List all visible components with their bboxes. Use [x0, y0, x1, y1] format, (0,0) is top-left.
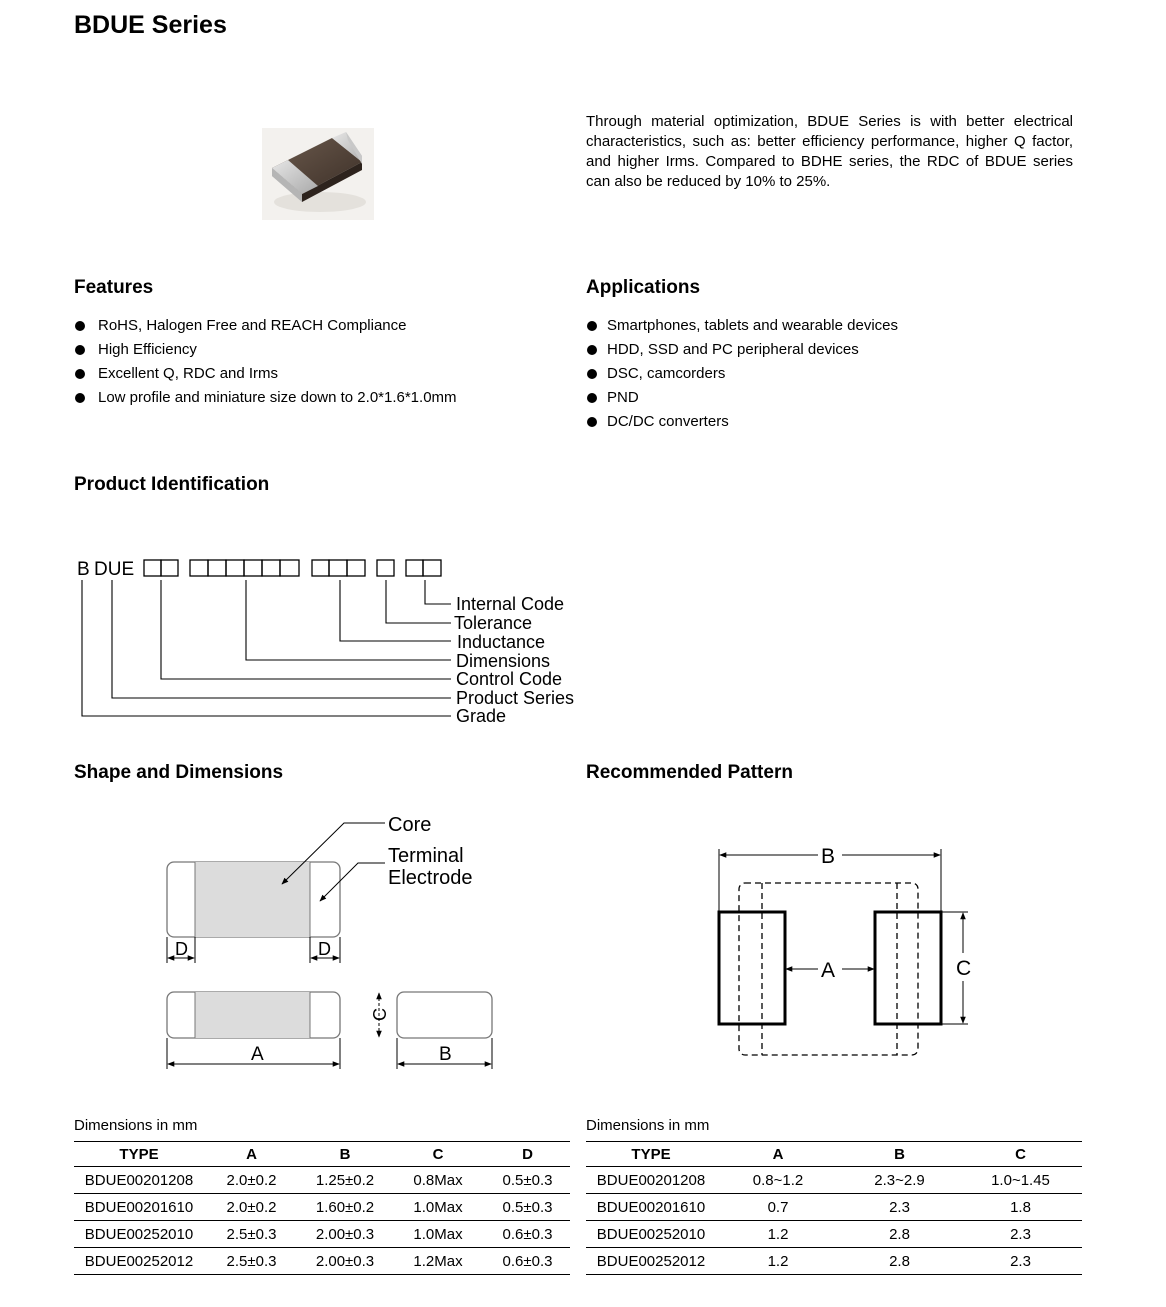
table-cell: 2.8: [840, 1248, 959, 1275]
table-cell: 1.0~1.45: [959, 1167, 1082, 1194]
table-cell: 0.5±0.3: [485, 1167, 570, 1194]
product-code-diagram: [70, 552, 590, 732]
table-cell: 0.5±0.3: [485, 1194, 570, 1221]
table-cell: BDUE00201610: [74, 1194, 204, 1221]
table-cell: BDUE00201208: [586, 1167, 716, 1194]
list-item: RoHS, Halogen Free and REACH Compliance: [74, 314, 457, 338]
table-cell: 1.2Max: [391, 1248, 485, 1275]
chip-top-view: [167, 862, 340, 937]
a-label: A: [251, 1044, 264, 1065]
code-label-tolerance: Tolerance: [454, 613, 533, 633]
column-header: C: [391, 1142, 485, 1167]
table-cell: 1.25±0.2: [299, 1167, 391, 1194]
shape-diagram: [150, 805, 510, 1075]
chip-side-view: [167, 992, 340, 1038]
table-cell: 2.00±0.3: [299, 1221, 391, 1248]
intro-paragraph: Through material optimization, BDUE Series is with better electrical characteristics, such as: better efficiency performance, higher Q factor, and higher Irms. Compared to BDHE series, the RDC of BDUE series can also be reduced by 10% to 25%.: [586, 113, 1073, 190]
table-cell: 2.3: [959, 1221, 1082, 1248]
d-label-left: D: [175, 939, 188, 959]
code-boxes: [144, 560, 441, 576]
code-prefix-b: B: [77, 559, 90, 580]
table-row: [74, 1167, 570, 1194]
table-header-row: [74, 1142, 570, 1167]
product-identification-heading: Product Identification: [74, 474, 270, 495]
code-label-internal-code: Internal Code: [456, 594, 565, 614]
table-cell: 2.5±0.3: [204, 1221, 299, 1248]
code-label-inductance: Inductance: [457, 632, 546, 652]
page-title: BDUE Series: [74, 11, 227, 39]
pattern-a-label: A: [821, 959, 836, 982]
column-header: A: [716, 1142, 840, 1167]
table-header-row: [586, 1142, 1082, 1167]
bullet-icon: [75, 369, 85, 379]
shape-table-caption: Dimensions in mm: [74, 1117, 198, 1134]
table-cell: 1.8: [959, 1194, 1082, 1221]
bullet-icon: [587, 345, 597, 355]
table-cell: 2.8: [840, 1221, 959, 1248]
b-label: B: [439, 1044, 452, 1065]
column-header: D: [485, 1142, 570, 1167]
bullet-icon: [587, 393, 597, 403]
list-item: Excellent Q, RDC and Irms: [74, 362, 457, 386]
table-cell: 2.0±0.2: [204, 1167, 299, 1194]
table-cell: 2.3: [959, 1248, 1082, 1275]
shape-dimensions-heading: Shape and Dimensions: [74, 762, 284, 783]
table-cell: BDUE00252012: [74, 1248, 204, 1275]
table-cell: BDUE00201610: [586, 1194, 716, 1221]
table-cell: BDUE00201208: [74, 1167, 204, 1194]
bullet-icon: [75, 345, 85, 355]
d-label-right: D: [318, 939, 331, 959]
shape-dimensions-table: [74, 1141, 570, 1275]
table-row: [74, 1221, 570, 1248]
pattern-c-label: C: [956, 957, 972, 980]
table-row: [586, 1221, 1082, 1248]
chip-end-view: [397, 992, 492, 1038]
table-cell: 2.3~2.9: [840, 1167, 959, 1194]
pattern-dimensions-table: [586, 1141, 1082, 1275]
table-cell: 0.6±0.3: [485, 1221, 570, 1248]
table-cell: 2.5±0.3: [204, 1248, 299, 1275]
pattern-diagram: [710, 835, 980, 1070]
table-row: [74, 1248, 570, 1275]
table-cell: 1.2: [716, 1221, 840, 1248]
table-row: [586, 1194, 1082, 1221]
list-item: DC/DC converters: [586, 410, 898, 434]
column-header: A: [204, 1142, 299, 1167]
table-row: [586, 1248, 1082, 1275]
applications-heading: Applications: [586, 277, 701, 298]
pattern-table-caption: Dimensions in mm: [586, 1117, 710, 1134]
column-header: C: [959, 1142, 1082, 1167]
table-row: [586, 1167, 1082, 1194]
code-label-dimensions: Dimensions: [456, 651, 551, 671]
code-label-grade: Grade: [456, 706, 507, 726]
bullet-icon: [587, 369, 597, 379]
bullet-icon: [75, 321, 85, 331]
table-cell: BDUE00252010: [586, 1221, 716, 1248]
bullet-icon: [75, 393, 85, 403]
code-label-product-series: Product Series: [456, 688, 575, 708]
table-cell: 2.0±0.2: [204, 1194, 299, 1221]
table-cell: 0.7: [716, 1194, 840, 1221]
features-list: [74, 314, 457, 410]
core-label: Core: [388, 814, 432, 836]
bullet-icon: [587, 417, 597, 427]
table-cell: 1.0Max: [391, 1194, 485, 1221]
table-cell: 0.8~1.2: [716, 1167, 840, 1194]
recommended-pattern-heading: Recommended Pattern: [586, 762, 793, 783]
table-row: [74, 1194, 570, 1221]
table-cell: 0.6±0.3: [485, 1248, 570, 1275]
column-header: TYPE: [586, 1142, 716, 1167]
list-item: High Efficiency: [74, 338, 457, 362]
table-cell: 2.3: [840, 1194, 959, 1221]
code-label-control-code: Control Code: [456, 669, 563, 689]
table-cell: 0.8Max: [391, 1167, 485, 1194]
code-leader-lines: [82, 580, 451, 716]
product-photo: [262, 128, 374, 220]
table-cell: 1.2: [716, 1248, 840, 1275]
features-heading: Features: [74, 277, 154, 298]
column-header: B: [299, 1142, 391, 1167]
column-header: B: [840, 1142, 959, 1167]
table-cell: 2.00±0.3: [299, 1248, 391, 1275]
electrode-label: Electrode: [388, 867, 473, 889]
list-item: PND: [586, 386, 898, 410]
applications-list: [586, 314, 898, 434]
table-cell: BDUE00252010: [74, 1221, 204, 1248]
list-item: HDD, SSD and PC peripheral devices: [586, 338, 898, 362]
pattern-b-label: B: [821, 845, 836, 868]
table-cell: BDUE00252012: [586, 1248, 716, 1275]
bullet-icon: [587, 321, 597, 331]
terminal-label: Terminal: [388, 845, 464, 867]
list-item: Low profile and miniature size down to 2.0*1.6*1.0mm: [74, 386, 457, 410]
code-prefix-due: DUE: [94, 559, 135, 580]
list-item: DSC, camcorders: [586, 362, 898, 386]
column-header: TYPE: [74, 1142, 204, 1167]
table-cell: 1.60±0.2: [299, 1194, 391, 1221]
table-cell: 1.0Max: [391, 1221, 485, 1248]
c-label: C: [370, 1008, 390, 1021]
list-item: Smartphones, tablets and wearable devices: [586, 314, 898, 338]
